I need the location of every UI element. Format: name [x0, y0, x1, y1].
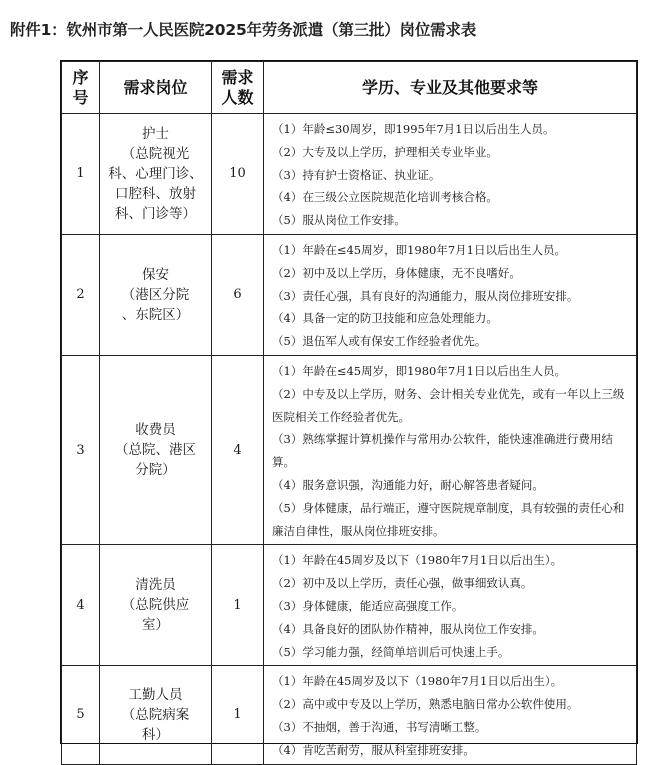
- position-line: 分院）: [135, 462, 176, 479]
- header-requirements: 学历、专业及其他要求等: [264, 62, 637, 114]
- row-position: [100, 355, 212, 544]
- row-requirements: [264, 355, 637, 544]
- row-count: 4: [212, 355, 264, 544]
- requirement-line: （2）高中或中专及以上学历，熟悉电脑日常办公软件使用。: [272, 697, 579, 712]
- header-count-line-1: 需求: [221, 67, 254, 87]
- position-line: 清洗员: [135, 577, 176, 594]
- table-row: [62, 545, 637, 666]
- requirement-line: （3）不抽烟，善于沟通，书写清晰工整。: [272, 719, 487, 734]
- position-line: 、东院区）: [121, 306, 190, 323]
- requirement-line: （4）在三级公立医院规范化培训考核合格。: [272, 190, 498, 205]
- row-index: 1: [62, 114, 100, 235]
- row-requirements: [264, 114, 637, 235]
- requirement-line: （2）初中及以上学历，责任心强，做事细致认真。: [272, 576, 533, 591]
- table-row: [62, 355, 637, 544]
- requirement-line: （2）大专及以上学历，护理相关专业毕业。: [272, 144, 498, 159]
- requirement-line: （5）身体健康，品行端正，遵守医院规章制度，具有较强的责任心和廉洁自律性，服从岗位排班安排。: [272, 500, 625, 538]
- row-requirements: [264, 666, 637, 764]
- row-count: 1: [212, 666, 264, 764]
- requirement-line: （5）学习能力强，经简单培训后可快速上手。: [272, 644, 510, 659]
- requirement-line: （1）年龄在≤45周岁，即1980年7月1日以后出生人员。: [272, 242, 566, 257]
- table-row: [62, 234, 637, 355]
- header-position: 需求岗位: [100, 62, 212, 114]
- position-line: （总院病案: [121, 706, 190, 723]
- row-index: 2: [62, 234, 100, 355]
- position-line: （总院视光: [121, 145, 190, 162]
- row-index: 4: [62, 545, 100, 666]
- header-index-line-2: 号: [72, 87, 89, 107]
- position-line: 收费员: [135, 422, 176, 439]
- requirement-line: （3）责任心强，具有良好的沟通能力，服从岗位排班安排。: [272, 288, 579, 303]
- position-line: 室）: [142, 617, 169, 634]
- position-line: 保安: [142, 266, 169, 283]
- requirement-line: （1）年龄在45周岁及以下（1980年7月1日以后出生）。: [272, 553, 563, 568]
- requirement-line: （3）熟练掌握计算机操作与常用办公软件，能快速准确进行费用结算。: [272, 432, 613, 470]
- requirements-table: [61, 61, 637, 765]
- position-line: （总院、港区: [115, 442, 196, 459]
- page-title: 附件1：钦州市第一人民医院2025年劳务派遣（第三批）岗位需求表: [10, 21, 477, 39]
- row-index: 3: [62, 355, 100, 544]
- requirement-line: （4）肯吃苦耐劳，服从科室排班安排。: [272, 742, 475, 757]
- position-line: 科）: [142, 726, 169, 743]
- requirement-line: （1）年龄在≤45周岁，即1980年7月1日以后出生人员。: [272, 363, 566, 378]
- position-line: （总院供应: [121, 597, 190, 614]
- row-count: 6: [212, 234, 264, 355]
- position-line: 工勤人员: [128, 686, 183, 703]
- requirement-line: （1）年龄在45周岁及以下（1980年7月1日以后出生）。: [272, 674, 563, 689]
- row-requirements: [264, 234, 637, 355]
- table-row: [62, 114, 637, 235]
- requirement-line: （2）初中及以上学历，身体健康，无不良嗜好。: [272, 265, 521, 280]
- requirement-line: （3）持有护士资格证、执业证。: [272, 167, 441, 182]
- requirement-line: （4）具备良好的团队协作精神，服从岗位工作安排。: [272, 621, 544, 636]
- position-line: 口腔科、放射: [115, 185, 196, 202]
- requirement-line: （5）退伍军人或有保安工作经验者优先。: [272, 334, 487, 349]
- header-row: [62, 62, 637, 114]
- position-line: 科、门诊等）: [115, 205, 196, 222]
- header-index: [62, 62, 100, 114]
- row-index: 5: [62, 666, 100, 764]
- position-line: 科、心理门诊、: [108, 165, 203, 182]
- row-count: 1: [212, 545, 264, 666]
- row-position: [100, 666, 212, 764]
- requirement-line: （2）中专及以上学历，财务、会计相关专业优先，或有一年以上三级医院相关工作经验者优先。: [272, 386, 625, 424]
- row-position: [100, 234, 212, 355]
- requirement-line: （4）具备一定的防卫技能和应急处理能力。: [272, 311, 498, 326]
- requirement-line: （3）身体健康，能适应高强度工作。: [272, 598, 464, 613]
- position-line: 护士: [142, 125, 169, 142]
- requirement-line: （4）服务意识强，沟通能力好，耐心解答患者疑问。: [272, 477, 544, 492]
- table-row: [62, 666, 637, 764]
- header-index-line-1: 序: [72, 67, 89, 87]
- row-count: 10: [212, 114, 264, 235]
- position-line: （港区分院: [121, 286, 190, 303]
- requirement-line: （1）年龄≤30周岁，即1995年7月1日以后出生人员。: [272, 122, 555, 136]
- header-count-line-2: 人数: [221, 87, 254, 107]
- row-requirements: [264, 545, 637, 666]
- row-position: [100, 545, 212, 666]
- row-position: [100, 114, 212, 235]
- requirements-table-frame: [60, 60, 638, 757]
- header-count: [212, 62, 264, 114]
- requirement-line: （5）服从岗位工作安排。: [272, 213, 406, 228]
